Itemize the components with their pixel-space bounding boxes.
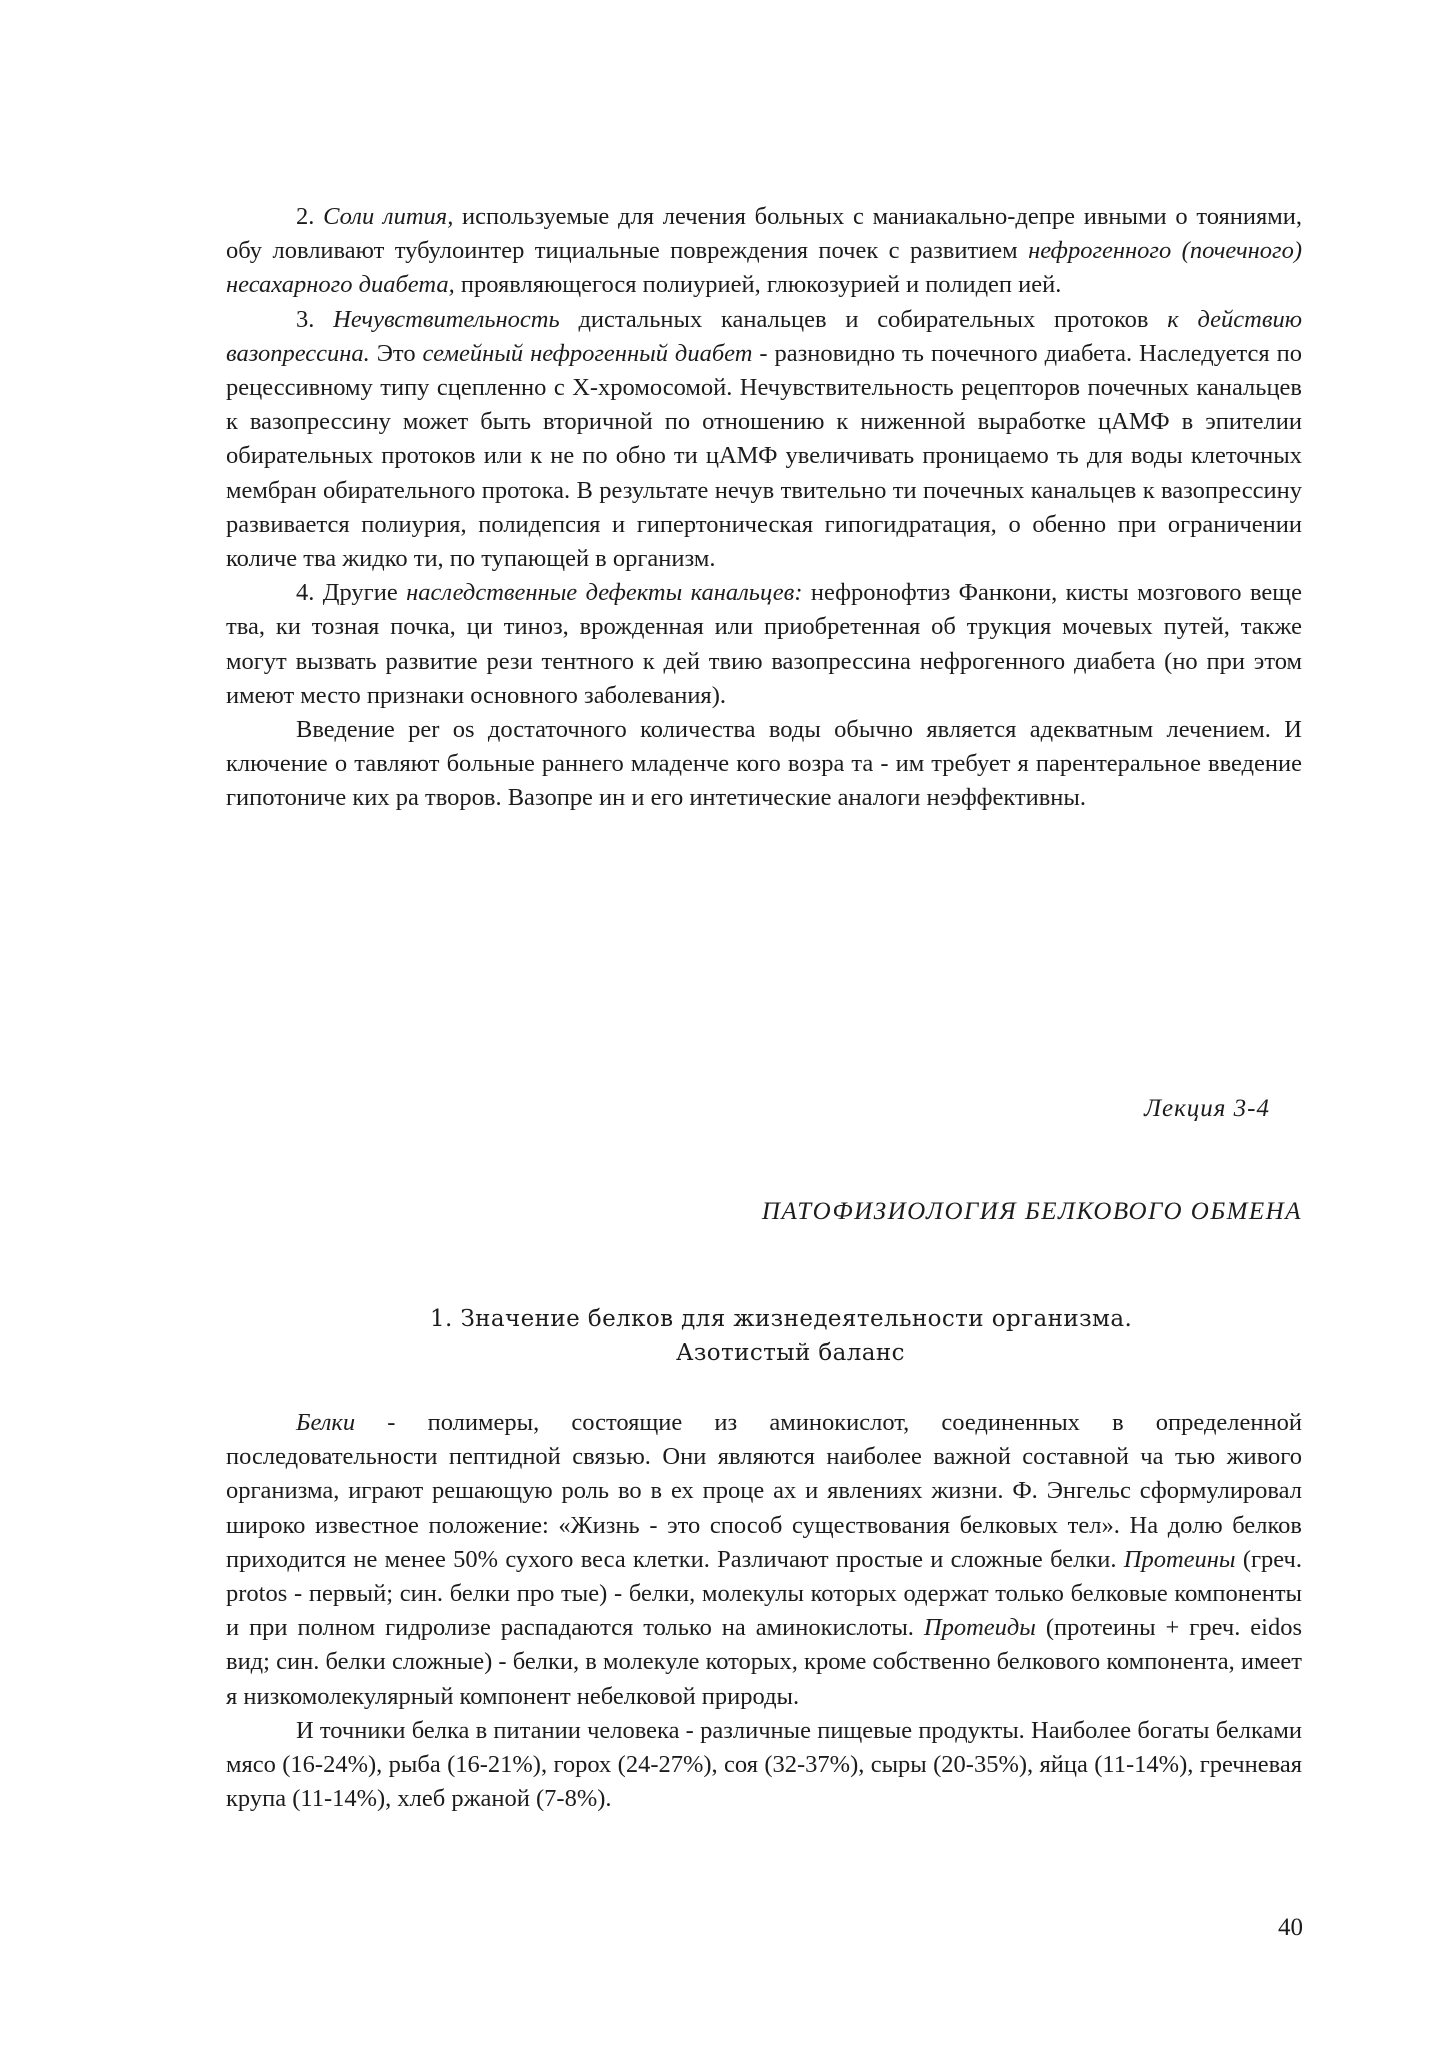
italic-term: Нечувствительность [333,305,560,333]
text-run: (греч. protos - первый; син. белки про тые) - белки, молекулы которых одержат только белковые компоненты и при полном гидролизе распадаются только на аминокислоты. [226,1545,1302,1642]
paragraph-proteins-definition [226,1406,1302,1714]
text-run: используемые для лечения больных с маниакально-депре ивными о тояниями, обу ловливают тубулоинтер тициальные повреждения почек с развитием [226,203,1302,265]
page-number: 40 [1278,1914,1303,1941]
italic-term: к действию вазопрессина. [226,305,1302,367]
italic-term: Протеины [1123,1545,1236,1573]
text-run: 3. [296,305,334,333]
italic-term: нефрогенного (почечного) несахарного диабета, [226,237,1302,299]
italic-term: Протеиды [923,1614,1036,1642]
italic-term: Соли лития, [323,203,454,230]
text-run: 4. Другие [296,579,407,607]
text-run: нефронофтиз Фанкони, кисты мозгового веще тва, ки тозная почка, ци тиноз, врожденная или приобретенная об трукция мочевых путей, также могут вызвать развитие рези тентного к дей твию вазопрессина нефрогенного диабета (но при этом имеют место признаки основного заболевания). [226,579,1302,709]
lecture-label: Лекция 3-4 [1144,1095,1270,1122]
text-run: 2. [296,203,324,230]
section-heading-line1: 1. Значение белков для жизнедеятельности организма. [430,1306,1133,1332]
italic-term: семейный нефрогенный диабет [422,339,753,367]
chapter-title: ПАТОФИЗИОЛОГИЯ БЕЛКОВОГО ОБМЕНА [761,1198,1302,1225]
paragraph-protein-sources: И точники белка в питании человека - различные пищевые продукты. Наиболее богаты белками мясо (16-24%), рыба (16-21%), горох (24-27%), соя (32-37%), сыры (20-35%), яйца (11-14%), гречневая крупа (11-14%), хлеб ржаной (7-8%). [226,1716,1302,1813]
paragraph-insensitivity [226,303,1302,577]
paragraph-treatment: Введение per os достаточного количества воды обычно является адекватным лечением. И ключение о тавляют больные раннего младенче кого возра та - им требует я парентеральное введение гипотониче ких ра творов. Вазопре ин и его интетические аналоги неэффективны. [226,716,1302,812]
italic-term: Белки [296,1409,356,1436]
text-run: - разновидно ть почечного диабета. Наследуется по рецессивному типу сцепленно с X-хромосомой. Нечувствительность рецепторов почечных канальцев к вазопрессину может быть вторичной по отношению к ниженной выработке цАМФ в эпителии обирательных протоков или к не по обно ти цАМФ увеличивать проницаемо ть для воды клеточных мембран обирательного протока. В результате нечув твительно ти почечных канальцев к вазопрессину развивается полиурия, полидепсия и гипертоническая гипогидратация, о обенно при ограничении количе тва жидко ти, по тупающей в организм. [226,339,1302,573]
text-run: дистальных канальцев и собирательных протоков [559,305,1168,333]
text-run: проявляющегося полиурией, глюкозурией и полидеп ией. [454,271,1062,299]
section-proteins-text [226,1406,1302,1816]
paragraph-lithium-salts [226,200,1302,303]
paragraph-hereditary-defects [226,576,1302,713]
text-run: - полимеры, состоящие из аминокислот, соединенных в определенной последовательности пептидной связью. Они являются наиболее важной составной ча тью живого организма, играют решающую роль во в ех проце ах и явлениях жизни. Ф. Энгельс сформулировал широко известное положение: «Жизнь - это способ существования белковых тел». На долю белков приходится не менее 50% сухого веса клетки. Различают простые и сложные белки. [226,1409,1302,1573]
text-run: (протеины + греч. eidos вид; син. белки сложные) - белки, в молекуле которых, кроме собственно белкового компонента, имеет я низкомолекулярный компонент небелковой природы. [226,1614,1302,1710]
text-run: Это [369,339,423,367]
section-diabetes-text [226,200,1302,816]
section-heading-line2: Азотистый баланс [676,1340,905,1366]
italic-term: наследственные дефекты канальцев: [406,579,803,607]
